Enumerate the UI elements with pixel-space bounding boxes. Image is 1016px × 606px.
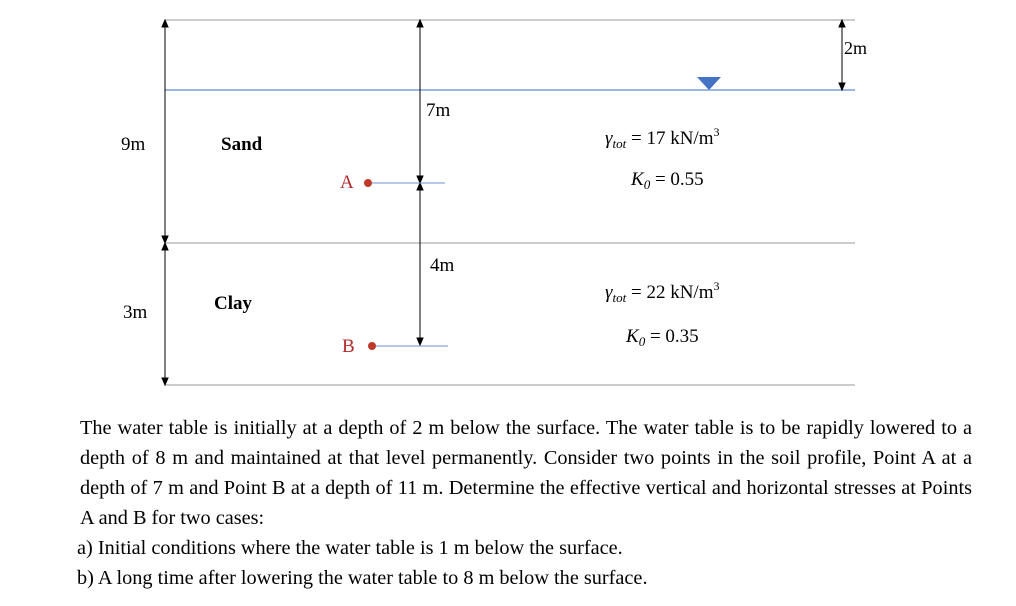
case-a-text: a) Initial conditions where the water table is 1 m below the surface. [77, 537, 623, 559]
clay-gamma-subscript: tot [612, 290, 627, 305]
clay-gamma-value: = 22 kN/m [630, 282, 714, 303]
clay-k-symbol: K [626, 326, 639, 347]
sand-k0 [631, 170, 704, 191]
case-b-text: b) A long time after lowering the water table to 8 m below the surface. [77, 567, 648, 589]
problem-statement [77, 413, 972, 593]
sand-gamma-value: = 17 kN/m [630, 128, 714, 149]
dim-7m-label: 7m [426, 100, 451, 121]
dim-4m-arrow [417, 183, 423, 345]
sand-layer-label: Sand [221, 134, 263, 155]
clay-k-value: = 0.35 [649, 326, 699, 347]
dim-9m-arrow [162, 20, 168, 243]
sand-gamma-exponent: 3 [713, 125, 720, 139]
clay-gamma-symbol: γ [605, 282, 613, 303]
point-b-marker [368, 342, 376, 350]
water-table-marker-icon [697, 77, 721, 90]
sand-unit-weight [605, 126, 719, 150]
point-a-marker [364, 179, 372, 187]
sand-gamma-subscript: tot [612, 136, 627, 151]
sand-gamma-symbol: γ [605, 128, 613, 149]
clay-k0 [626, 327, 699, 348]
dim-2m-label: 2m [844, 38, 868, 58]
sand-k-symbol: K [631, 169, 644, 190]
dim-9m-label: 9m [121, 134, 146, 155]
point-a-label: A [340, 172, 354, 193]
dim-7m-arrow [417, 20, 423, 183]
dim-4m-label: 4m [430, 255, 455, 276]
point-b-label: B [342, 336, 355, 357]
dim-3m-arrow [162, 243, 168, 385]
problem-paragraph: The water table is initially at a depth of 2 m below the surface. The water table is to be rapidly lowered to a depth of 8 m and maintained at that level permanently. Consider two points in the soil profile, Point A at a depth of 7 m and Point B at a depth of 11 m. Determine the effective vertical and horizontal stresses at Points A and B for two cases: [80, 417, 972, 529]
dim-3m-label: 3m [123, 302, 148, 323]
sand-k-subscript: 0 [643, 177, 651, 192]
clay-layer-label: Clay [214, 293, 252, 314]
clay-gamma-exponent: 3 [713, 279, 720, 293]
clay-unit-weight [605, 280, 719, 304]
clay-k-subscript: 0 [638, 334, 646, 349]
sand-k-value: = 0.55 [654, 169, 704, 190]
